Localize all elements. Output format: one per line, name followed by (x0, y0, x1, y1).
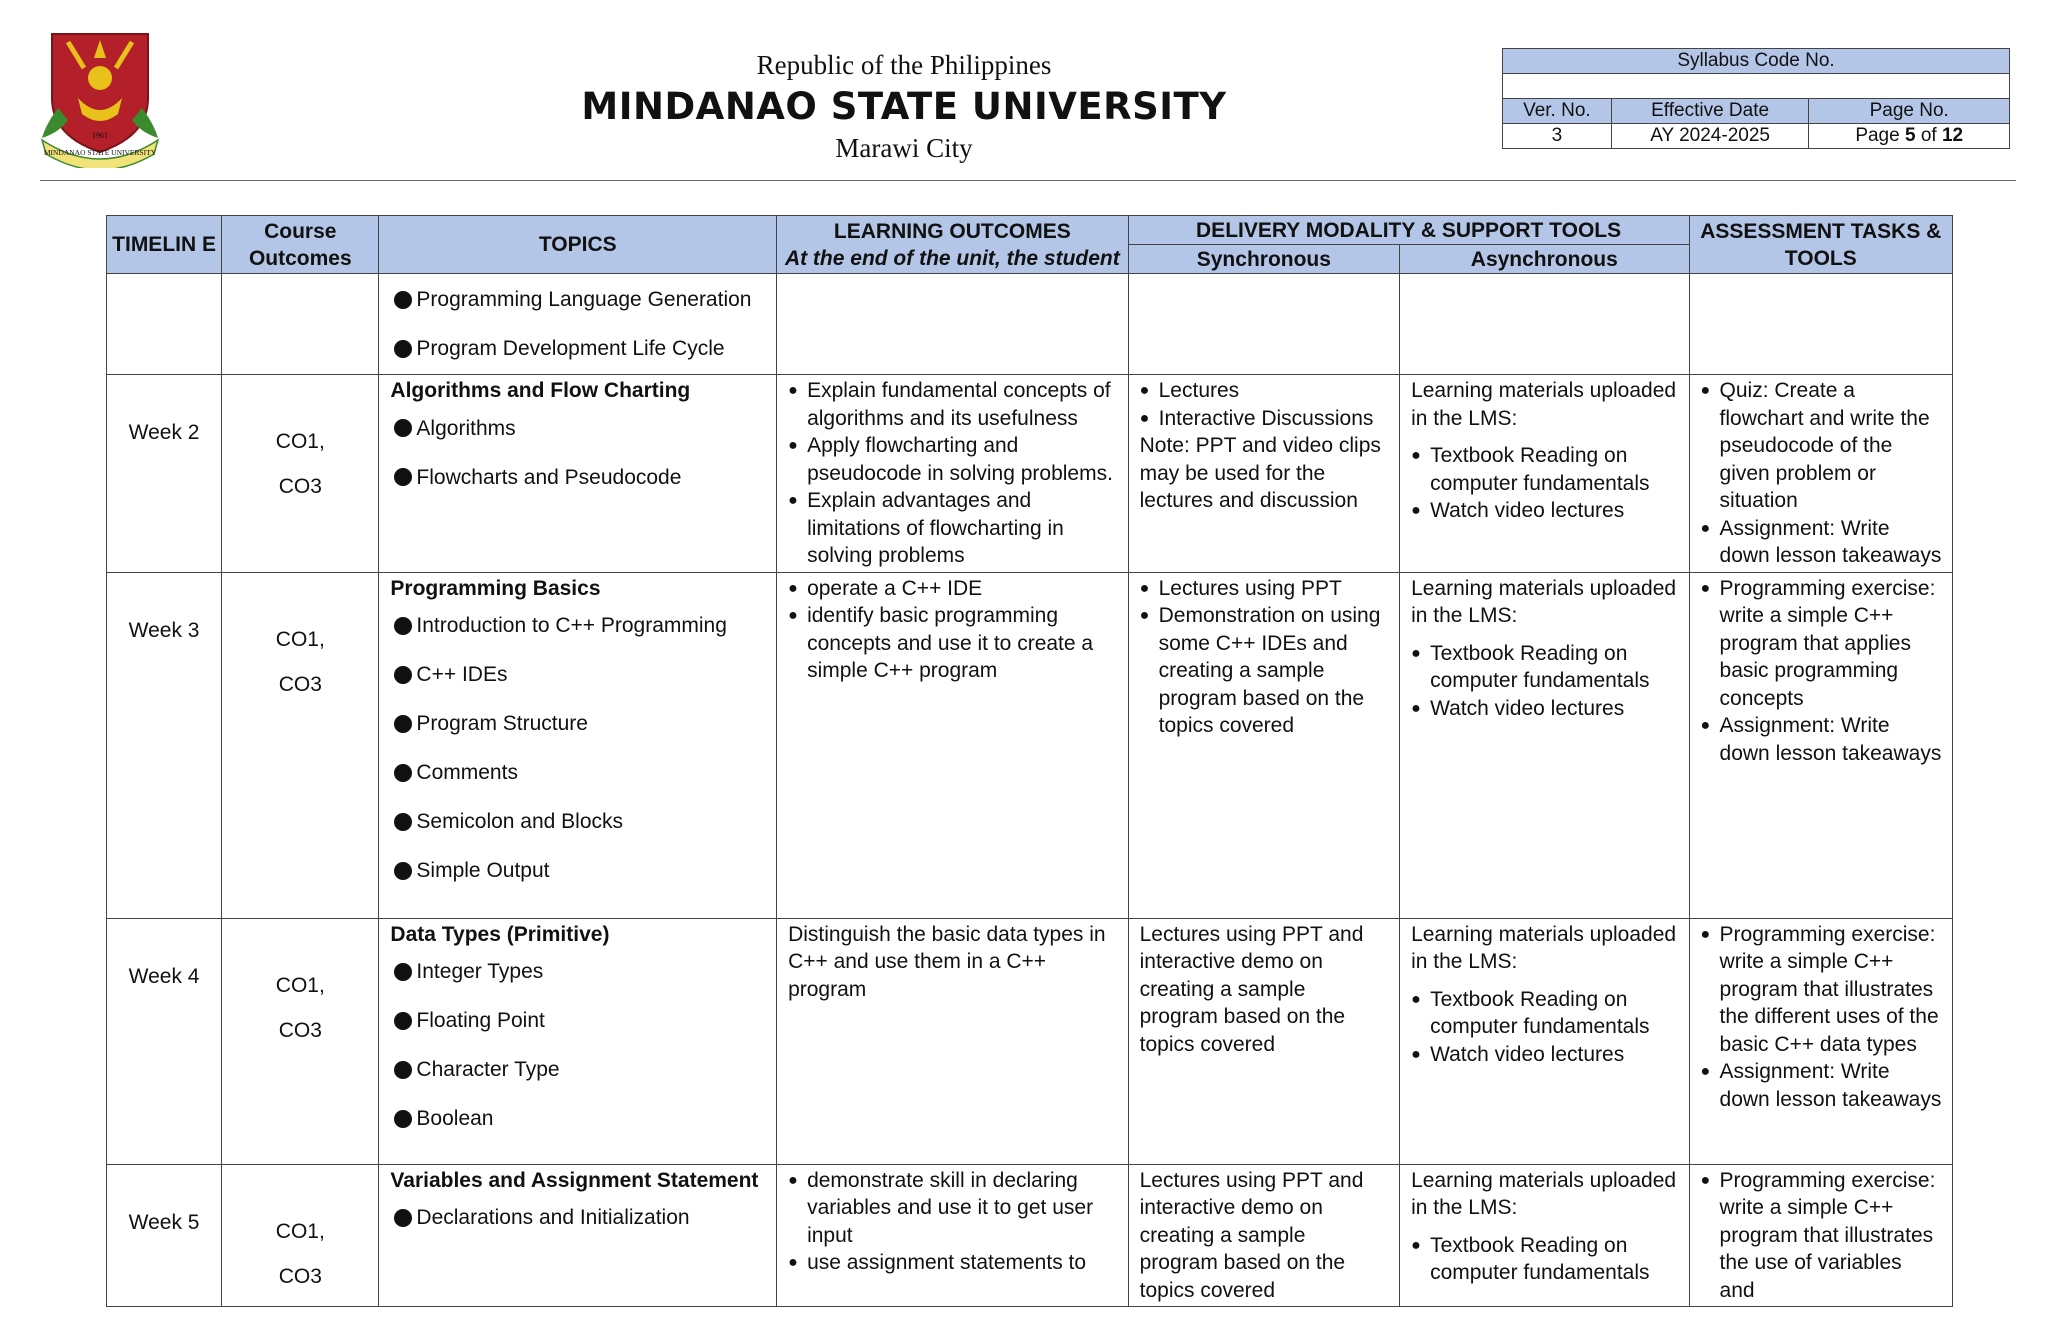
bullet-icon (394, 419, 412, 437)
ver-label: Ver. No. (1503, 99, 1612, 124)
effective-date-label: Effective Date (1611, 99, 1809, 124)
topic-item (390, 335, 766, 362)
topic-text: Character Type (416, 1058, 560, 1081)
course-outcome-1: CO1, (275, 430, 325, 453)
topic-text: Program Structure (416, 712, 588, 735)
synchronous-text: Lectures using PPT and interactive demo on creating a sample program based on the topics covered (1139, 1168, 1364, 1302)
learning-outcome-list (788, 575, 1118, 685)
course-outcome-2: CO3 (278, 672, 322, 696)
topic-item (390, 759, 766, 786)
logo-year-text: 1961 (92, 131, 108, 140)
topic-text: Simple Output (416, 859, 550, 882)
synchronous-cell (1128, 375, 1399, 573)
bullet-icon (394, 291, 412, 309)
course-outcomes-cell (222, 918, 379, 1164)
table-row (107, 572, 1953, 918)
timeline-cell (107, 918, 222, 1164)
header-assessment: ASSESSMENT TASKS & TOOLS (1689, 216, 1952, 274)
learning-outcomes-cell (777, 572, 1129, 918)
course-outcome-1: CO1, (275, 627, 325, 651)
asynchronous-item: ● Textbook Reading on computer fundamentals (1411, 640, 1678, 695)
assessment-cell (1689, 1164, 1952, 1307)
week-label: Week 3 (128, 618, 200, 642)
learning-outcomes-cell (777, 274, 1129, 375)
week-label: Week 4 (128, 964, 200, 988)
topic-text: Declarations and Initialization (416, 1206, 690, 1229)
asynchronous-list (1411, 640, 1678, 723)
topic-list (390, 1204, 766, 1231)
learning-outcomes-content (777, 274, 1128, 278)
topic-item (390, 1204, 766, 1231)
learning-outcome-item: ● operate a C++ IDE (788, 575, 1118, 603)
asynchronous-content (1400, 919, 1688, 1071)
asynchronous-content (1400, 573, 1688, 725)
synchronous-item: ● Lectures (1140, 377, 1389, 405)
course-outcomes-cell (222, 274, 379, 375)
asynchronous-intro: Learning materials uploaded in the LMS: (1411, 922, 1677, 973)
week-label (107, 274, 221, 318)
topic-title: Programming Basics (390, 576, 601, 600)
week-label: Week 5 (128, 1210, 200, 1234)
topic-text: Program Development Life Cycle (416, 337, 725, 360)
topic-text: Flowcharts and Pseudocode (416, 465, 682, 489)
asynchronous-cell (1400, 375, 1689, 573)
topics-content (379, 274, 776, 364)
effective-date-value: AY 2024-2025 (1611, 124, 1809, 149)
synchronous-item: ● Interactive Discussions (1140, 405, 1389, 433)
synchronous-item: ● Lectures using PPT (1140, 575, 1389, 603)
timeline-cell (107, 274, 222, 375)
asynchronous-item: ● Watch video lectures (1411, 695, 1678, 723)
course-outcome-1: CO1, (275, 973, 325, 997)
ver-value: 3 (1503, 124, 1612, 149)
topic-text: Integer Types (416, 960, 544, 983)
topic-item (390, 710, 766, 737)
assessment-item: ● Programming exercise: write a simple C++ program that illustrates the use of variables and (1701, 1167, 1942, 1305)
asynchronous-item: ● Textbook Reading on computer fundamentals (1411, 442, 1678, 497)
assessment-item: ● Assignment: Write down lesson takeaways (1701, 712, 1942, 767)
topic-text: Programming Language Generation (416, 288, 752, 311)
spacer (1411, 630, 1678, 640)
course-outcome-codes (222, 1165, 378, 1299)
topics-content (379, 1165, 776, 1234)
header-topics: TOPICS (379, 216, 777, 274)
header-city: Marawi City (835, 133, 973, 163)
assessment-item: ● Programming exercise: write a simple C++ program that illustrates the different uses of the basic C++ data types (1701, 921, 1942, 1059)
asynchronous-intro: Learning materials uploaded in the LMS: (1411, 1168, 1677, 1219)
topics-cell (379, 1164, 777, 1307)
course-outcome-1: CO1, (275, 1219, 325, 1243)
topic-item (390, 1007, 766, 1034)
assessment-content (1690, 919, 1952, 1116)
asynchronous-intro: Learning materials uploaded in the LMS: (1411, 576, 1677, 627)
learning-outcome-item: ● Explain advantages and limitations of flowcharting in solving problems (788, 487, 1118, 570)
document-header (560, 48, 1248, 164)
course-outcome-2: CO3 (278, 1018, 322, 1042)
learning-outcomes-cell (777, 1164, 1129, 1307)
topic-text: Boolean (416, 1107, 494, 1130)
topic-item (390, 808, 766, 835)
learning-outcomes-cell (777, 375, 1129, 573)
synchronous-content (1129, 573, 1399, 742)
assessment-content (1690, 573, 1952, 770)
topic-title: Algorithms and Flow Charting (390, 379, 691, 402)
topic-text: Floating Point (416, 1009, 545, 1032)
header-asynchronous: Asynchronous (1400, 245, 1689, 274)
assessment-item: ● Assignment: Write down lesson takeaways (1701, 1058, 1942, 1113)
synchronous-cell (1128, 274, 1399, 375)
topic-list (390, 286, 766, 362)
asynchronous-item: ● Watch video lectures (1411, 497, 1678, 525)
assessment-list (1701, 575, 1942, 768)
course-outcome-2: CO3 (278, 1264, 322, 1288)
synchronous-content (1129, 375, 1399, 517)
learning-outcomes-content (777, 1165, 1128, 1279)
topic-text: Comments (416, 761, 518, 784)
learning-outcome-list (788, 1167, 1118, 1277)
timeline-cell (107, 1164, 222, 1307)
topic-list (390, 958, 766, 1132)
asynchronous-item: ● Textbook Reading on computer fundamentals (1411, 986, 1678, 1041)
synchronous-content (1129, 274, 1399, 278)
course-outcome-codes (222, 375, 378, 509)
assessment-item: ● Quiz: Create a flowchart and write the pseudocode of the given problem or situation (1701, 377, 1942, 515)
learning-outcome-list (788, 377, 1118, 570)
synchronous-cell (1128, 1164, 1399, 1307)
syllabus-code-label: Syllabus Code No. (1503, 49, 2010, 74)
page-total: 12 (1941, 125, 1964, 146)
course-outcome-codes (222, 274, 378, 318)
learning-outcome-item: ● Explain fundamental concepts of algorithms and its usefulness (788, 377, 1118, 432)
asynchronous-content (1400, 375, 1688, 527)
spacer (1411, 976, 1678, 986)
page-no-value (1809, 124, 2010, 149)
table-row (107, 274, 1953, 375)
topic-title: Variables and Assignment Statement (390, 1168, 759, 1192)
synchronous-content (1129, 919, 1399, 1061)
synchronous-list (1140, 575, 1389, 740)
header-synchronous: Synchronous (1128, 245, 1399, 274)
topic-item (390, 661, 766, 688)
timeline-cell (107, 572, 222, 918)
course-outcomes-cell (222, 1164, 379, 1307)
bullet-icon (394, 1110, 412, 1128)
header-republic: Republic of the Philippines (756, 50, 1052, 80)
topics-cell (379, 375, 777, 573)
bullet-icon (394, 340, 412, 358)
topic-text: Algorithms (416, 416, 516, 440)
learning-outcome-item: ● use assignment statements to (788, 1249, 1118, 1277)
asynchronous-intro: Learning materials uploaded in the LMS: (1411, 379, 1677, 430)
synchronous-item: ● Demonstration on using some C++ IDEs and creating a sample program based on the topics covered (1140, 602, 1389, 740)
asynchronous-cell (1400, 1164, 1689, 1307)
synchronous-text: Note: PPT and video clips may be used for the lectures and discussion (1139, 434, 1381, 512)
asynchronous-cell (1400, 274, 1689, 375)
course-outcome-codes (222, 919, 378, 1053)
bullet-icon (394, 813, 412, 831)
topic-list (390, 415, 766, 491)
header-timeline: TIMELIN E (107, 216, 222, 274)
learning-outcomes-content (777, 375, 1128, 572)
topics-content (379, 573, 776, 887)
syllabus-table (106, 215, 1953, 1307)
asynchronous-cell (1400, 918, 1689, 1164)
bullet-icon (394, 468, 412, 486)
header-university-name: MINDANAO STATE UNIVERSITY (581, 85, 1227, 128)
table-row (107, 918, 1953, 1164)
topic-item (390, 1056, 766, 1083)
topic-item (390, 464, 766, 491)
topic-item (390, 958, 766, 985)
header-learning-outcomes-sub: At the end of the unit, the student (784, 246, 1120, 270)
timeline-cell (107, 375, 222, 573)
asynchronous-content (1400, 1165, 1688, 1289)
topics-content (379, 375, 776, 493)
learning-outcomes-content (777, 573, 1128, 687)
header-course-outcomes: Course Outcomes (222, 216, 379, 274)
learning-outcome-item: ● demonstrate skill in declaring variables and use it to get user input (788, 1167, 1118, 1250)
bullet-icon (394, 1012, 412, 1030)
assessment-content (1690, 375, 1952, 572)
assessment-cell (1689, 274, 1952, 375)
asynchronous-item: ● Watch video lectures (1411, 1041, 1678, 1069)
course-outcomes-cell (222, 572, 379, 918)
asynchronous-content (1400, 274, 1688, 278)
asynchronous-list (1411, 986, 1678, 1069)
course-outcome-2: CO3 (278, 475, 322, 498)
learning-outcome-item: ● Apply flowcharting and pseudocode in solving problems. (788, 432, 1118, 487)
bullet-icon (394, 1209, 412, 1227)
bullet-icon (394, 617, 412, 635)
table-row (107, 375, 1953, 573)
page-of: of (1915, 125, 1942, 146)
header-learning-outcomes (777, 216, 1129, 274)
asynchronous-list (1411, 1232, 1678, 1287)
course-outcome-codes (222, 573, 378, 707)
topic-list (390, 612, 766, 884)
page-prefix: Page (1855, 125, 1905, 146)
page-no-label: Page No. (1809, 99, 2010, 124)
learning-outcome-text: Distinguish the basic data types in C++ and use them in a C++ program (788, 922, 1106, 1001)
learning-outcome-item: ● identify basic programming concepts and use it to create a simple C++ program (788, 602, 1118, 685)
learning-outcomes-content (777, 919, 1128, 1006)
bullet-icon (394, 764, 412, 782)
assessment-content (1690, 274, 1952, 278)
assessment-content (1690, 1165, 1952, 1307)
table-row (107, 1164, 1953, 1307)
header-divider (40, 180, 2016, 181)
assessment-cell (1689, 572, 1952, 918)
topic-text: Semicolon and Blocks (416, 810, 624, 833)
bullet-icon (394, 963, 412, 981)
spacer (1411, 1222, 1678, 1232)
university-seal-logo (38, 28, 162, 168)
topic-item (390, 612, 766, 639)
bullet-icon (394, 666, 412, 684)
asynchronous-item: ● Textbook Reading on computer fundamentals (1411, 1232, 1678, 1287)
synchronous-cell (1128, 572, 1399, 918)
assessment-item: ● Programming exercise: write a simple C++ program that applies basic programming concepts (1701, 575, 1942, 713)
topic-item (390, 1105, 766, 1132)
asynchronous-list (1411, 442, 1678, 525)
topic-text: Introduction to C++ Programming (416, 614, 727, 637)
week-label: Week 2 (128, 421, 200, 444)
header-learning-outcomes-title: LEARNING OUTCOMES (833, 219, 1071, 243)
spacer (1411, 432, 1678, 442)
synchronous-content (1129, 1165, 1399, 1307)
topics-content (379, 919, 776, 1135)
bullet-icon (394, 715, 412, 733)
synchronous-cell (1128, 918, 1399, 1164)
bullet-icon (394, 1061, 412, 1079)
assessment-list (1701, 921, 1942, 1114)
topic-item (390, 415, 766, 442)
topics-cell (379, 918, 777, 1164)
assessment-list (1701, 377, 1942, 570)
topics-cell (379, 274, 777, 375)
syllabus-code-value (1503, 74, 2010, 99)
topics-cell (379, 572, 777, 918)
assessment-cell (1689, 918, 1952, 1164)
bullet-icon (394, 862, 412, 880)
synchronous-list (1140, 377, 1389, 432)
logo-name-text: MINDANAO STATE UNIVERSITY (43, 148, 157, 157)
course-outcomes-cell (222, 375, 379, 573)
asynchronous-cell (1400, 572, 1689, 918)
assessment-list (1701, 1167, 1942, 1305)
assessment-item: ● Assignment: Write down lesson takeaways (1701, 515, 1942, 570)
learning-outcomes-cell (777, 918, 1129, 1164)
page-current: 5 (1904, 125, 1916, 146)
topic-text: C++ IDEs (416, 663, 508, 686)
topic-item (390, 286, 766, 313)
synchronous-text: Lectures using PPT and interactive demo on creating a sample program based on the topics covered (1139, 922, 1364, 1056)
topic-title: Data Types (Primitive) (390, 922, 610, 946)
assessment-cell (1689, 375, 1952, 573)
header-delivery-modality: DELIVERY MODALITY & SUPPORT TOOLS (1128, 216, 1689, 245)
syllabus-code-box (1502, 48, 2010, 149)
topic-item (390, 857, 766, 884)
